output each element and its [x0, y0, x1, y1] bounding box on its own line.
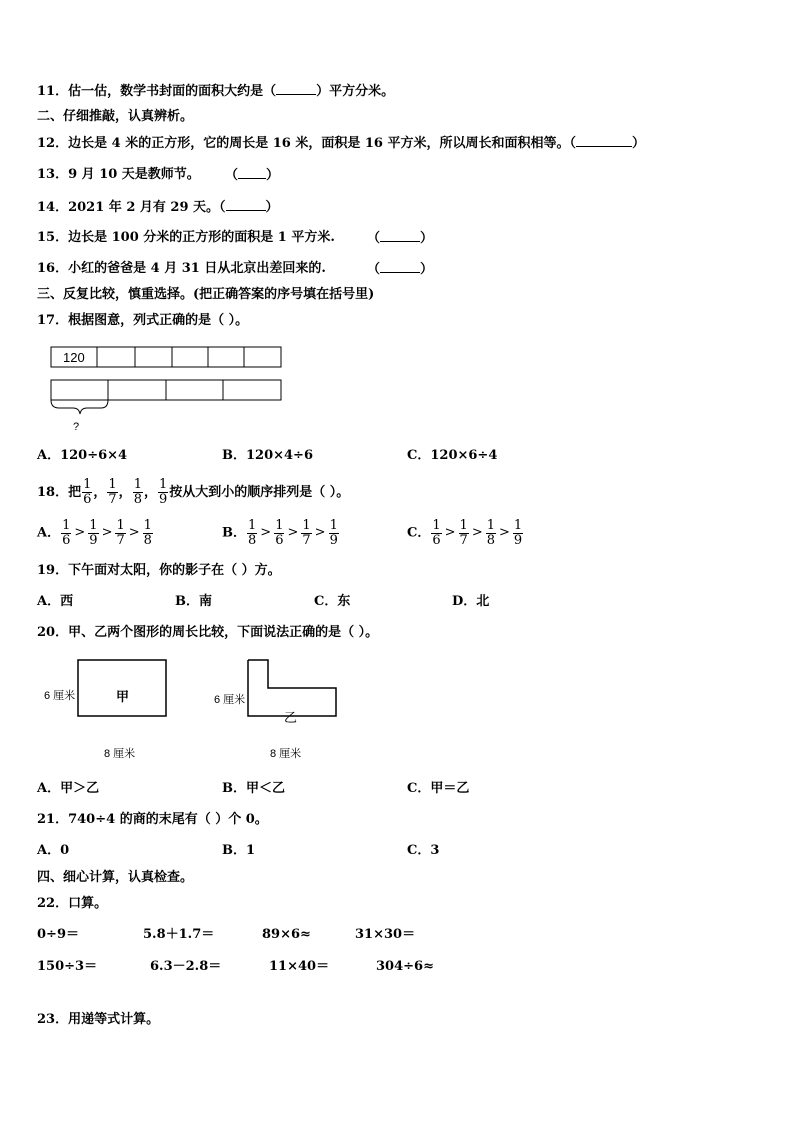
- calc-item: 6.3－2.8＝: [150, 959, 222, 974]
- close-paren: ）: [420, 231, 434, 246]
- fraction: [158, 478, 168, 507]
- bar-diagram: [45, 342, 290, 436]
- calc-item: 11×40＝: [269, 959, 330, 974]
- option-a[interactable]: A．甲＞乙: [37, 781, 100, 796]
- question-15-paren: [367, 229, 433, 248]
- question-21-text: 21．740÷4 的商的末尾有（ ）个 0。: [37, 812, 268, 827]
- calc-item: 89×6≈: [262, 927, 311, 942]
- option-c[interactable]: C．120×6÷4: [407, 448, 498, 463]
- section-3-heading: 三、反复比较，慎重选择。(把正确答案的序号填在括号里): [37, 287, 375, 302]
- brace: [51, 400, 108, 414]
- fraction: [486, 519, 496, 548]
- option-a[interactable]: A．西: [37, 594, 74, 609]
- separator: ，: [143, 485, 157, 500]
- question-14-end: ）: [265, 200, 279, 215]
- question-18-suffix: 按从大到小的顺序排列是（ ）。: [169, 485, 350, 500]
- calc-item: 0÷9＝: [37, 927, 79, 942]
- fraction: [82, 478, 92, 507]
- denominator: 6: [432, 532, 441, 548]
- fraction: [107, 478, 117, 507]
- option-c[interactable]: C．3: [407, 843, 440, 858]
- question-19-text: 19．下午面对太阳，你的影子在（ ）方。: [37, 563, 281, 578]
- calc-item: 31×30＝: [355, 927, 416, 942]
- question-15-text: 15．边长是 100 分米的正方形的面积是 1 平方米.: [37, 230, 335, 245]
- answer-blank[interactable]: [380, 229, 420, 242]
- numerator: 1: [513, 517, 523, 533]
- question-16: [37, 260, 434, 278]
- denominator: 8: [248, 532, 257, 548]
- greater-than: >: [444, 525, 456, 540]
- numerator: 1: [275, 517, 284, 533]
- question-18: [37, 476, 349, 510]
- top-bar-label: 120: [63, 350, 85, 365]
- question-13-text: 13．9 月 10 天是教师节。: [37, 167, 200, 182]
- question-23-text: 23．用递等式计算。: [37, 1012, 160, 1027]
- option-b[interactable]: B．甲＜乙: [222, 781, 285, 796]
- question-12-end: ）: [631, 136, 645, 151]
- question-20-text: 20．甲、乙两个图形的周长比较，下面说法正确的是（ ）。: [37, 625, 379, 640]
- denominator: 6: [83, 492, 92, 507]
- fraction: [274, 519, 284, 548]
- numerator: 1: [459, 517, 468, 533]
- fraction: [459, 519, 469, 548]
- denominator: 7: [302, 532, 311, 548]
- numerator: 1: [83, 477, 92, 492]
- question-12: [37, 134, 645, 153]
- question-14: [37, 198, 279, 217]
- greater-than: >: [101, 525, 113, 540]
- numerator: 1: [108, 477, 117, 492]
- option-c[interactable]: C．甲＝乙: [407, 781, 470, 796]
- option-label: C．: [407, 525, 431, 541]
- greater-than: >: [74, 525, 86, 540]
- close-paren: ）: [420, 262, 434, 277]
- fraction: [61, 519, 71, 548]
- fraction: [143, 519, 153, 548]
- figure-jia-name: 甲: [116, 689, 130, 704]
- question-16-text: 16．小红的爸爸是 4 月 31 日从北京出差回来的.: [37, 261, 326, 276]
- question-22-text: 22．口算。: [37, 896, 108, 911]
- bottom-bar: [51, 380, 281, 400]
- denominator: 8: [486, 532, 496, 548]
- figure-yi-side-label: 6 厘米: [214, 694, 246, 706]
- figure-yi: [214, 660, 336, 760]
- fraction: [301, 519, 311, 548]
- section-4-heading: 四、细心计算，认真检查。: [37, 870, 194, 885]
- option-c[interactable]: [407, 516, 524, 551]
- open-paren: （: [367, 231, 381, 246]
- answer-blank[interactable]: [276, 82, 316, 95]
- figure-yi-name: 乙: [284, 710, 298, 725]
- question-13: [37, 166, 280, 184]
- calc-item: 150÷3＝: [37, 959, 98, 974]
- option-b[interactable]: B．1: [222, 843, 256, 858]
- question-13-paren: [225, 166, 279, 185]
- denominator: 6: [62, 532, 71, 548]
- open-paren: （: [367, 262, 381, 277]
- question-18-prefix: 18．把: [37, 485, 82, 500]
- section-2-heading: 二、仔细推敲，认真辨析。: [37, 109, 194, 124]
- option-b[interactable]: B．南: [175, 594, 212, 609]
- denominator: 9: [513, 532, 523, 548]
- greater-than: >: [499, 525, 510, 540]
- denominator: 7: [108, 492, 117, 507]
- greater-than: >: [471, 525, 483, 540]
- numerator: 1: [486, 517, 496, 533]
- question-16-paren: [367, 260, 433, 279]
- denominator: 9: [89, 532, 98, 548]
- option-d[interactable]: D．北: [452, 594, 490, 609]
- answer-blank[interactable]: [380, 260, 420, 273]
- question-mark: ?: [73, 421, 80, 433]
- fraction: [133, 478, 143, 507]
- separator: ，: [93, 485, 107, 500]
- numerator: 1: [143, 517, 152, 533]
- greater-than: >: [287, 525, 299, 540]
- question-15: [37, 229, 434, 247]
- numerator: 1: [62, 517, 71, 533]
- question-14-text: 14．2021 年 2 月有 29 天。（: [37, 200, 226, 215]
- numerator: 1: [89, 517, 98, 533]
- option-a[interactable]: A．0: [37, 843, 70, 858]
- numerator: 1: [302, 517, 311, 533]
- figure-yi-bottom-label: 8 厘米: [270, 748, 302, 760]
- question-11: [37, 82, 394, 101]
- numerator: 1: [116, 517, 125, 533]
- option-a[interactable]: A．120÷6×4: [37, 448, 128, 463]
- answer-blank[interactable]: [226, 198, 266, 211]
- greater-than: >: [260, 525, 272, 540]
- denominator: 8: [143, 532, 152, 548]
- fraction: [513, 519, 523, 548]
- open-paren: （: [225, 168, 239, 183]
- answer-blank[interactable]: [576, 134, 632, 147]
- shapes-figure: [38, 652, 358, 767]
- numerator: 1: [329, 517, 338, 533]
- top-bar: [51, 347, 281, 367]
- numerator: 1: [248, 517, 257, 533]
- denominator: 6: [275, 532, 284, 548]
- figure-jia: [44, 660, 166, 760]
- numerator: 1: [158, 477, 168, 492]
- numerator: 1: [133, 477, 142, 492]
- denominator: 9: [329, 532, 338, 548]
- separator: ，: [118, 485, 132, 500]
- numerator: 1: [432, 517, 441, 533]
- greater-than: >: [128, 525, 140, 540]
- denominator: 9: [158, 492, 168, 507]
- fraction: [247, 519, 257, 548]
- option-label: B．: [222, 525, 246, 541]
- question-11-end: ）平方分米。: [316, 84, 395, 99]
- close-paren: ）: [266, 168, 280, 183]
- fraction: [88, 519, 98, 548]
- denominator: 7: [116, 532, 125, 548]
- fraction: [115, 519, 125, 548]
- fraction: [431, 519, 441, 548]
- figure-jia-bottom-label: 8 厘米: [104, 748, 136, 760]
- option-b[interactable]: B．120×4÷6: [222, 448, 314, 463]
- calc-item: 5.8＋1.7＝: [143, 927, 215, 942]
- calc-item: 304÷6≈: [376, 959, 434, 974]
- option-b[interactable]: [222, 516, 340, 551]
- question-12-text: 12．边长是 4 米的正方形，它的周长是 16 米，面积是 16 平方米，所以周长和面积相等。（: [37, 136, 576, 151]
- option-a[interactable]: [37, 516, 154, 551]
- denominator: 7: [459, 532, 468, 548]
- denominator: 8: [133, 492, 142, 507]
- fraction: [329, 519, 339, 548]
- option-label: A．: [37, 525, 61, 541]
- figure-jia-side-label: 6 厘米: [44, 690, 76, 702]
- answer-blank[interactable]: [238, 166, 266, 179]
- option-c[interactable]: C．东: [314, 594, 351, 609]
- question-11-text: 11．估一估，数学书封面的面积大约是（: [37, 84, 277, 99]
- greater-than: >: [314, 525, 326, 540]
- question-17-text: 17．根据图意，列式正确的是（ ）。: [37, 313, 249, 328]
